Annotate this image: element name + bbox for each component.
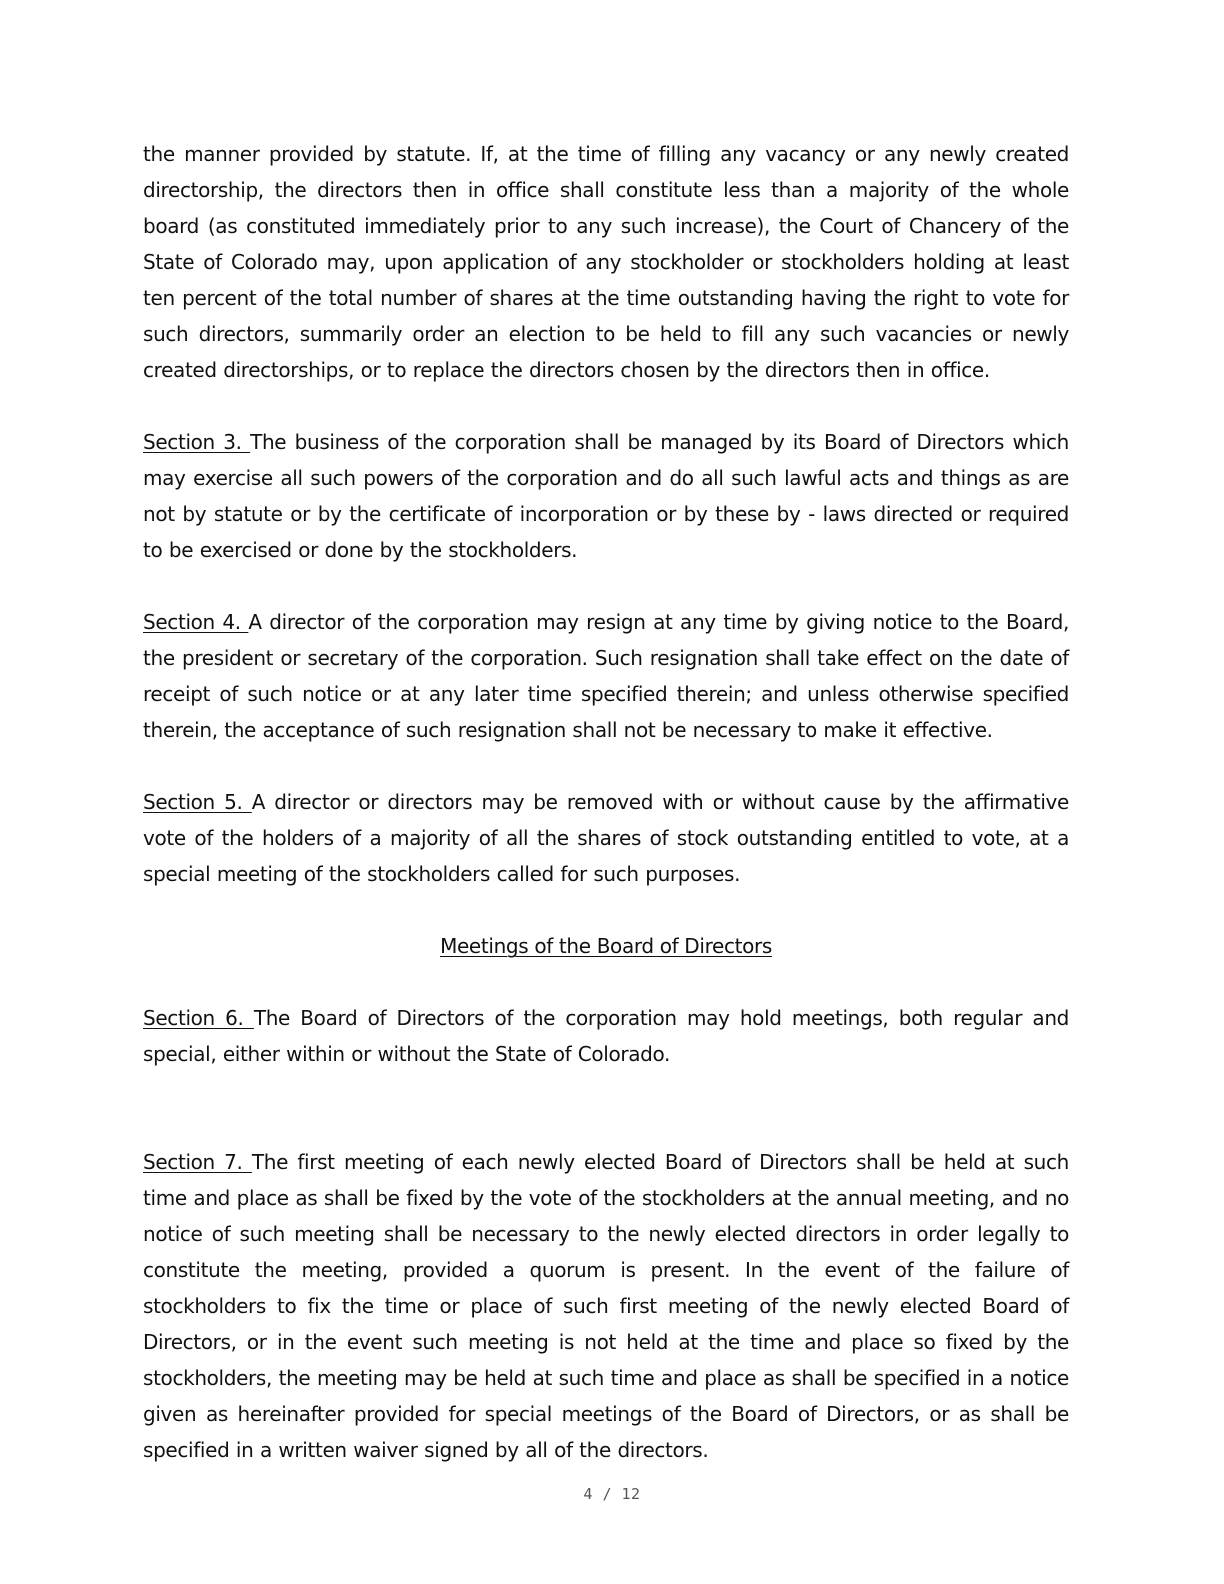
heading-meetings-of-board: Meetings of the Board of Directors xyxy=(440,934,772,958)
section-6-text: The Board of Directors of the corporation may hold meetings, both regular and special, either within or without the State of Colorado. xyxy=(143,1006,1069,1066)
section-7-label: Section 7. xyxy=(143,1150,252,1174)
section-7-text: The first meeting of each newly elected Board of Directors shall be held at such time and place as shall be fixed by the vote of the stockholders at the annual meeting, and no notice of such meeting shall be necessary to the newly elected directors in order legally to constitute the meeting, provided a quorum is present. In the event of the failure of stockholders to fix the time or place of such first meeting of the newly elected Board of Directors, or in the event such meeting is not held at the time and place so fixed by the stockholders, the meeting may be held at such time and place as shall be specified in a notice given as hereinafter provided for special meetings of the Board of Directors, or as shall be specified in a written waiver signed by all of the directors. xyxy=(143,1150,1069,1462)
paragraph-continuation: the manner provided by statute. If, at the time of filling any vacancy or any newly created directorship, the directors then in office shall constitute less than a majority of the whole board (as constituted immediately prior to any such increase), the Court of Chancery of the State of Colorado may, upon application of any stockholder or stockholders holding at least ten percent of the total number of shares at the time outstanding having the right to vote for such directors, summarily order an election to be held to fill any such vacancies or newly created directorships, or to replace the directors chosen by the directors then in office. xyxy=(143,142,1069,382)
section-3-label: Section 3. xyxy=(143,430,251,454)
section-5-label: Section 5. xyxy=(143,790,252,814)
paragraph-section-4 xyxy=(143,604,1069,748)
paragraph-section-5 xyxy=(143,784,1069,892)
paragraph-section-3 xyxy=(143,424,1069,568)
section-4-text: A director of the corporation may resign at any time by giving notice to the Board, the president or secretary of the corporation. Such resignation shall take effect on the date of receipt of such notice or at any later time specified therein; and unless otherwise specified therein, the acceptance of such resignation shall not be necessary to make it effective. xyxy=(143,610,1069,742)
section-3-text: The business of the corporation shall be managed by its Board of Directors which may exercise all such powers of the corporation and do all such lawful acts and things as are not by statute or by the certificate of incorporation or by these by - laws directed or required to be exercised or done by the stockholders. xyxy=(143,430,1069,562)
document-page xyxy=(143,136,1069,1468)
section-6-label: Section 6. xyxy=(143,1006,254,1030)
paragraph-section-7 xyxy=(143,1144,1069,1468)
section-heading xyxy=(143,928,1069,964)
section-4-label: Section 4. xyxy=(143,610,249,634)
paragraph-section-6 xyxy=(143,1000,1069,1072)
section-5-text: A director or directors may be removed with or without cause by the affirmative vote of the holders of a majority of all the shares of stock outstanding entitled to vote, at a special meeting of the stockholders called for such purposes. xyxy=(143,790,1069,886)
page-number: 4 / 12 xyxy=(583,1485,641,1503)
